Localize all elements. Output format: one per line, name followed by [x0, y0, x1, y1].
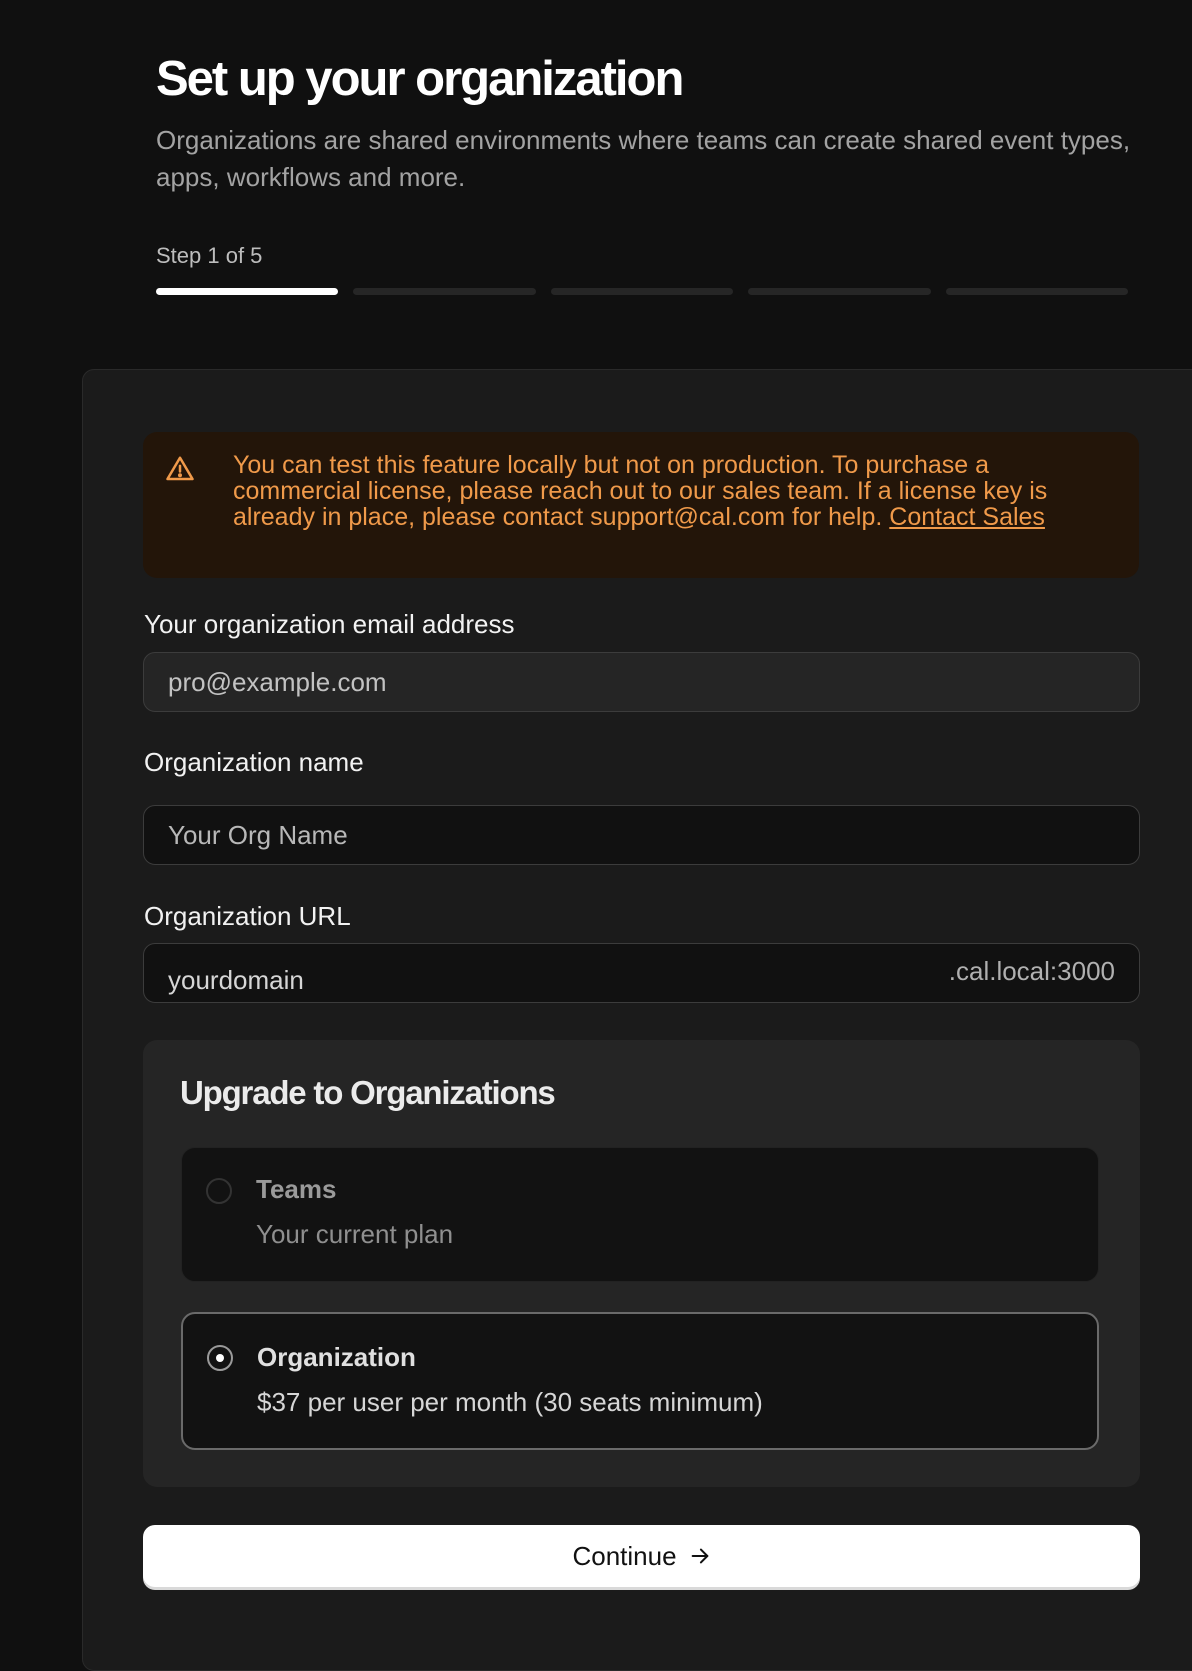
step-label: Step 1 of 5: [156, 243, 263, 268]
continue-label: Continue: [572, 1540, 677, 1571]
warning-triangle-icon: [165, 454, 195, 484]
email-label: Your organization email address: [144, 609, 515, 639]
step-segment-4: [748, 288, 930, 295]
license-warning-alert: [143, 432, 1139, 578]
plan-name: Organization: [257, 1342, 416, 1372]
upgrade-title: Upgrade to Organizations: [180, 1074, 555, 1111]
step-segment-5: [946, 288, 1128, 295]
page-header: [156, 50, 1136, 196]
plan-name: Teams: [256, 1174, 337, 1204]
plan-option-organization[interactable]: [181, 1312, 1099, 1450]
org-url-label: Organization URL: [144, 901, 351, 931]
plan-description: $37 per user per month (30 seats minimum): [257, 1387, 763, 1417]
org-name-label: Organization name: [144, 747, 364, 777]
step-segment-3: [551, 288, 733, 295]
arrow-right-icon: [689, 1545, 711, 1567]
alert-text: You can test this feature locally but not on production. To purchase a commercial license, please reach out to our sales team. If a license key is already in place, please contact support@cal.com for help.: [233, 451, 1048, 531]
contact-sales-link[interactable]: Contact Sales: [889, 503, 1045, 531]
plan-description: Your current plan: [256, 1219, 454, 1249]
upgrade-panel: [143, 1040, 1140, 1487]
plan-radio-organization[interactable]: [207, 1345, 233, 1371]
org-url-input[interactable]: [143, 943, 1140, 1003]
page-title: Set up your organization: [156, 52, 683, 106]
plan-option-teams[interactable]: [181, 1147, 1099, 1282]
email-field[interactable]: [143, 652, 1140, 712]
email-value: pro@example.com: [168, 666, 387, 697]
continue-button[interactable]: [143, 1525, 1140, 1587]
org-url-value: yourdomain: [168, 964, 304, 995]
page-subtitle: Organizations are shared environments where teams can create shared event types, apps, workflows and more.: [156, 125, 1131, 192]
org-name-placeholder: Your Org Name: [168, 819, 348, 850]
plan-radio-teams[interactable]: [206, 1178, 232, 1204]
step-progress: [156, 288, 1128, 295]
org-name-input[interactable]: [143, 805, 1140, 865]
step-segment-1: [156, 288, 338, 295]
org-url-suffix: .cal.local:3000: [948, 956, 1115, 986]
step-segment-2: [353, 288, 535, 295]
